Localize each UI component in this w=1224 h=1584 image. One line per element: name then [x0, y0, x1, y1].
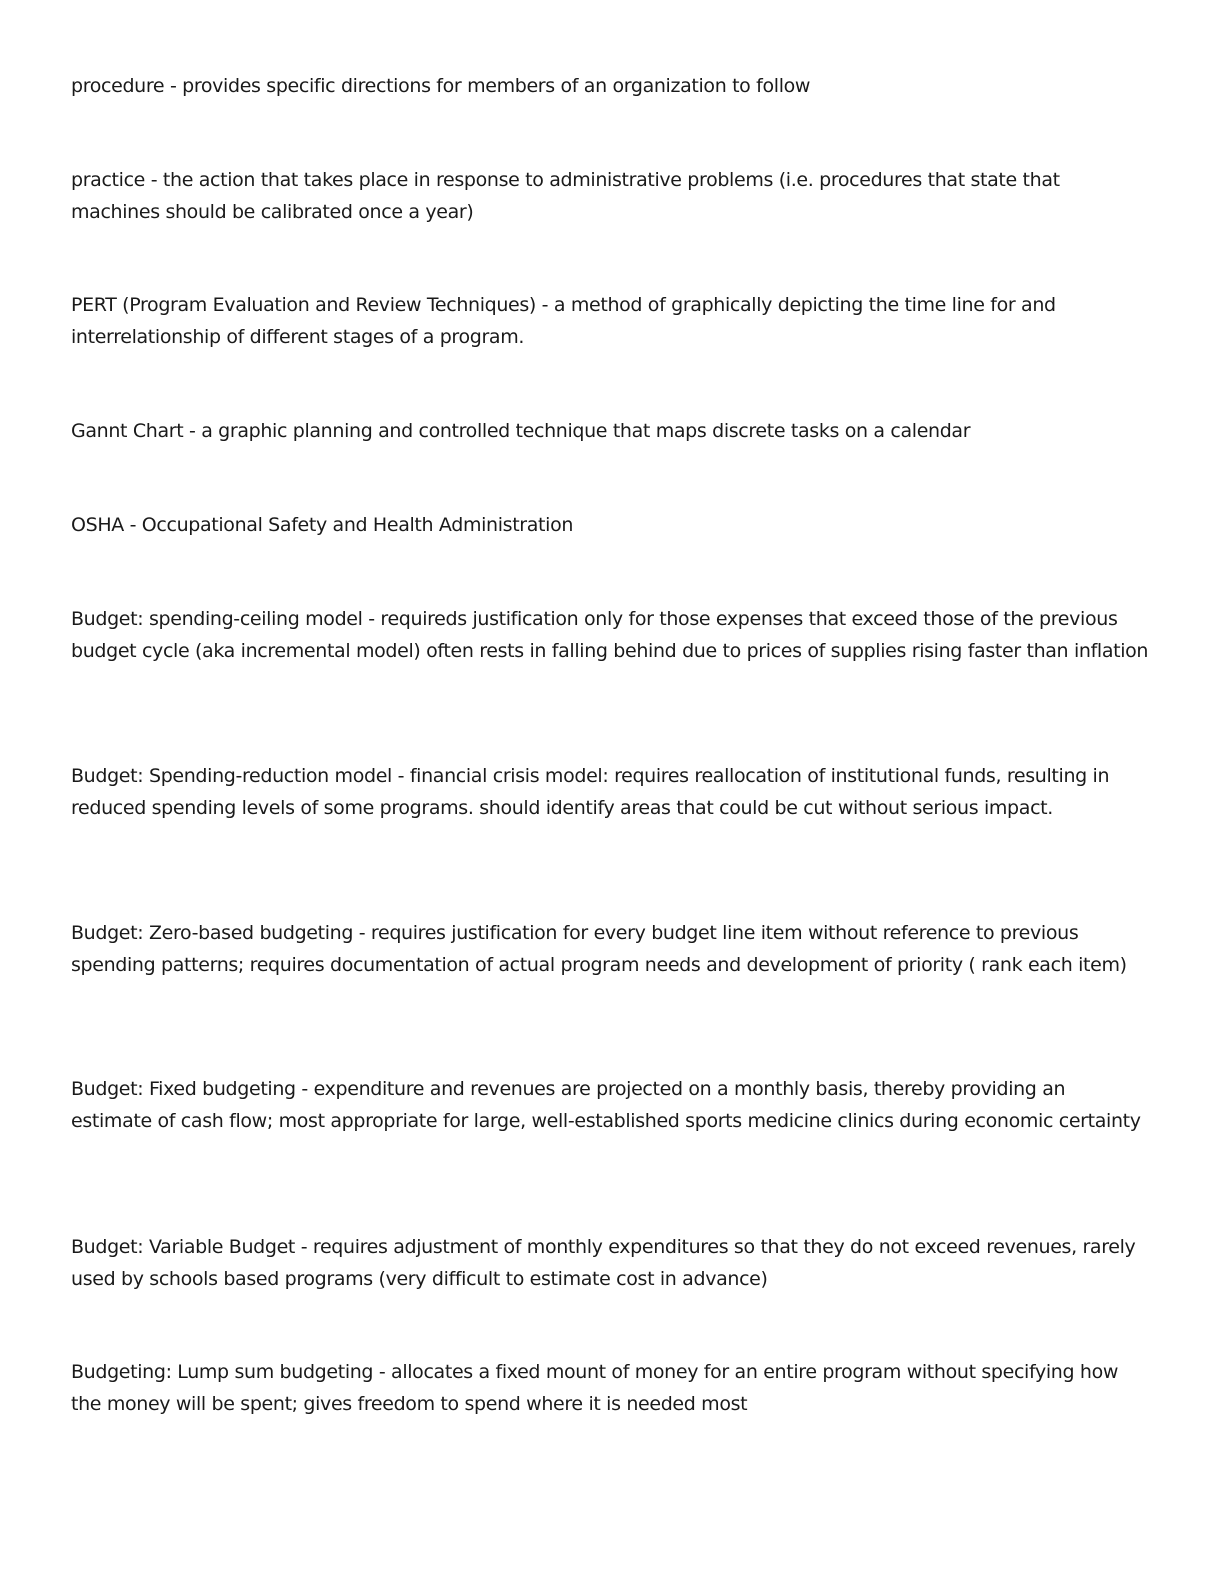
definition-gannt-chart: Gannt Chart - a graphic planning and controlled technique that maps discrete tasks on a calendar [71, 420, 971, 442]
definition-osha: OSHA - Occupational Safety and Health Administration [71, 514, 574, 536]
definition-zero-based: Budget: Zero-based budgeting - requires justification for every budget line item without reference to previous spending patterns; requires documentation of actual program needs and development of priority ( rank each item) [71, 922, 1127, 976]
definition-pert: PERT (Program Evaluation and Review Techniques) - a method of graphically depicting the time line for and interrelationship of different stages of a program. [71, 294, 1056, 348]
definition-practice: practice - the action that takes place in response to administrative problems (i.e. procedures that state that machines should be calibrated once a year) [71, 169, 1060, 223]
definition-spending-ceiling: Budget: spending-ceiling model - requireds justification only for those expenses that exceed those of the previous budget cycle (aka incremental model) often rests in falling behind due to prices of supplies rising faster than inflation [71, 608, 1149, 662]
definition-procedure: procedure - provides specific directions for members of an organization to follow [71, 75, 811, 97]
definition-variable-budget: Budget: Variable Budget - requires adjustment of monthly expenditures so that they do not exceed revenues, rarely used by schools based programs (very difficult to estimate cost in advance) [71, 1236, 1136, 1290]
definition-lump-sum: Budgeting: Lump sum budgeting - allocates a fixed mount of money for an entire program without specifying how the money will be spent; gives freedom to spend where it is needed most [71, 1361, 1119, 1415]
definition-spending-reduction: Budget: Spending-reduction model - financial crisis model: requires reallocation of institutional funds, resulting in reduced spending levels of some programs. should identify areas that could be cut without serious impact. [71, 765, 1110, 819]
definition-fixed-budgeting: Budget: Fixed budgeting - expenditure and revenues are projected on a monthly basis, thereby providing an estimate of cash flow; most appropriate for large, well-established sports medicine clinics during economic certainty [71, 1078, 1141, 1132]
